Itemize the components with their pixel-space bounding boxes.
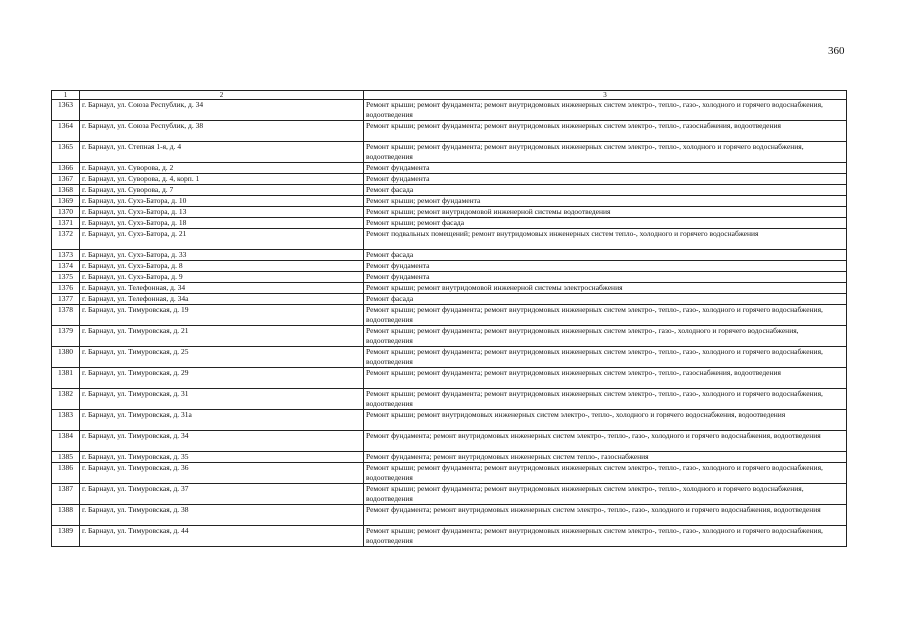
works-cell: Ремонт фундамента — [364, 174, 847, 185]
address-cell: г. Барнаул, ул. Сухэ-Батора, д. 21 — [80, 229, 364, 250]
row-number-cell: 1384 — [52, 431, 80, 452]
row-number-cell: 1368 — [52, 185, 80, 196]
page-number: 360 — [828, 45, 845, 57]
table-row — [52, 272, 847, 283]
works-cell: Ремонт крыши; ремонт внутридомовой инженерной системы водоотведения — [364, 207, 847, 218]
row-number-cell: 1376 — [52, 283, 80, 294]
works-cell: Ремонт фундамента; ремонт внутридомовых инженерных систем электро-, тепло-, газо-, холодного и горячего водоснабжения, водоотведения — [364, 431, 847, 452]
address-cell: г. Барнаул, ул. Сухэ-Батора, д. 9 — [80, 272, 364, 283]
row-number-cell: 1374 — [52, 261, 80, 272]
table-row — [52, 463, 847, 484]
table-row — [52, 452, 847, 463]
works-cell: Ремонт крыши; ремонт фундамента; ремонт внутридомовых инженерных систем электро-, тепло-, газо-, холодного и горячего водоснабжения, водоотведения — [364, 526, 847, 547]
works-cell: Ремонт крыши; ремонт внутридомовой инженерной системы электроснабжения — [364, 283, 847, 294]
row-number-cell: 1372 — [52, 229, 80, 250]
column-number: 3 — [364, 91, 847, 100]
table-row — [52, 505, 847, 526]
row-number-cell: 1383 — [52, 410, 80, 431]
table-row — [52, 347, 847, 368]
row-number-cell: 1369 — [52, 196, 80, 207]
works-cell: Ремонт фасада — [364, 185, 847, 196]
works-cell: Ремонт крыши; ремонт фундамента; ремонт внутридомовых инженерных систем электро-, тепло-, холодного и горячего водоснабжения, водоотведения — [364, 142, 847, 163]
works-cell: Ремонт крыши; ремонт фундамента — [364, 196, 847, 207]
row-number-cell: 1386 — [52, 463, 80, 484]
works-cell: Ремонт подвальных помещений; ремонт внутридомовых инженерных систем тепло-, холодного и горячего водоснабжения — [364, 229, 847, 250]
row-number-cell: 1371 — [52, 218, 80, 229]
table-row — [52, 294, 847, 305]
row-number-cell: 1382 — [52, 389, 80, 410]
row-number-cell: 1379 — [52, 326, 80, 347]
works-cell: Ремонт фасада — [364, 250, 847, 261]
address-cell: г. Барнаул, ул. Союза Республик, д. 38 — [80, 121, 364, 142]
address-cell: г. Барнаул, ул. Союза Республик, д. 34 — [80, 100, 364, 121]
table-row — [52, 142, 847, 163]
table-row — [52, 196, 847, 207]
row-number-cell: 1385 — [52, 452, 80, 463]
works-cell: Ремонт крыши; ремонт фундамента; ремонт внутридомовых инженерных систем электро-, тепло-, газо-, холодного и горячего водоснабжения, водоотведения — [364, 463, 847, 484]
row-number-cell: 1387 — [52, 484, 80, 505]
address-cell: г. Барнаул, ул. Телефонная, д. 34а — [80, 294, 364, 305]
table-row — [52, 250, 847, 261]
works-cell: Ремонт крыши; ремонт фундамента; ремонт внутридомовых инженерных систем электро-, тепло-, газоснабжения, водоотведения — [364, 368, 847, 389]
address-cell: г. Барнаул, ул. Суворова, д. 2 — [80, 163, 364, 174]
table-body — [52, 91, 847, 547]
address-cell: г. Барнаул, ул. Тимуровская, д. 38 — [80, 505, 364, 526]
column-number: 2 — [80, 91, 364, 100]
works-cell: Ремонт фундамента; ремонт внутридомовых инженерных систем электро-, тепло-, газо-, холодного и горячего водоснабжения, водоотведения — [364, 505, 847, 526]
table-row — [52, 121, 847, 142]
address-cell: г. Барнаул, ул. Телефонная, д. 34 — [80, 283, 364, 294]
address-cell: г. Барнаул, ул. Тимуровская, д. 29 — [80, 368, 364, 389]
address-cell: г. Барнаул, ул. Тимуровская, д. 31 — [80, 389, 364, 410]
table-row — [52, 484, 847, 505]
address-cell: г. Барнаул, ул. Тимуровская, д. 36 — [80, 463, 364, 484]
works-cell: Ремонт крыши; ремонт фундамента; ремонт внутридомовых инженерных систем электро-, тепло-, газо-, холодного и горячего водоснабжения, водоотведения — [364, 305, 847, 326]
table-row — [52, 526, 847, 547]
address-cell: г. Барнаул, ул. Тимуровская, д. 37 — [80, 484, 364, 505]
row-number-cell: 1377 — [52, 294, 80, 305]
column-number: 1 — [52, 91, 80, 100]
address-cell: г. Барнаул, ул. Суворова, д. 4, корп. 1 — [80, 174, 364, 185]
row-number-cell: 1389 — [52, 526, 80, 547]
works-cell: Ремонт крыши; ремонт фундамента; ремонт внутридомовых инженерных систем электро-, газо-, холодного и горячего водоснабжения, водоотведения — [364, 326, 847, 347]
address-cell: г. Барнаул, ул. Суворова, д. 7 — [80, 185, 364, 196]
table-row — [52, 185, 847, 196]
works-cell: Ремонт фундамента; ремонт внутридомовых инженерных систем тепло-, газоснабжения — [364, 452, 847, 463]
table-row — [52, 100, 847, 121]
address-cell: г. Барнаул, ул. Сухэ-Батора, д. 18 — [80, 218, 364, 229]
row-number-cell: 1370 — [52, 207, 80, 218]
row-number-cell: 1373 — [52, 250, 80, 261]
row-number-cell: 1375 — [52, 272, 80, 283]
table-row — [52, 261, 847, 272]
works-cell: Ремонт фасада — [364, 294, 847, 305]
table-row — [52, 305, 847, 326]
works-cell: Ремонт крыши; ремонт фундамента; ремонт внутридомовых инженерных систем электро-, тепло-, газо-, холодного и горячего водоснабжения, водоотведения — [364, 100, 847, 121]
works-cell: Ремонт крыши; ремонт фасада — [364, 218, 847, 229]
address-cell: г. Барнаул, ул. Степная 1-я, д. 4 — [80, 142, 364, 163]
row-number-cell: 1388 — [52, 505, 80, 526]
row-number-cell: 1364 — [52, 121, 80, 142]
address-cell: г. Барнаул, ул. Сухэ-Батора, д. 13 — [80, 207, 364, 218]
address-cell: г. Барнаул, ул. Тимуровская, д. 25 — [80, 347, 364, 368]
address-works-table — [51, 90, 847, 547]
works-cell: Ремонт крыши; ремонт фундамента; ремонт внутридомовых инженерных систем электро-, тепло-, газоснабжения, водоотведения — [364, 121, 847, 142]
row-number-cell: 1381 — [52, 368, 80, 389]
table-row — [52, 283, 847, 294]
works-cell: Ремонт фундамента — [364, 272, 847, 283]
table-row — [52, 207, 847, 218]
table-row — [52, 326, 847, 347]
table-row — [52, 174, 847, 185]
works-cell: Ремонт крыши; ремонт фундамента; ремонт внутридомовых инженерных систем электро-, тепло-, газо-, холодного и горячего водоснабжения, водоотведения — [364, 389, 847, 410]
address-cell: г. Барнаул, ул. Тимуровская, д. 31а — [80, 410, 364, 431]
works-cell: Ремонт крыши; ремонт внутридомовых инженерных систем электро-, тепло-, холодного и горячего водоснабжения, водоотведения — [364, 410, 847, 431]
row-number-cell: 1378 — [52, 305, 80, 326]
address-cell: г. Барнаул, ул. Тимуровская, д. 35 — [80, 452, 364, 463]
works-cell: Ремонт фундамента — [364, 163, 847, 174]
address-cell: г. Барнаул, ул. Тимуровская, д. 34 — [80, 431, 364, 452]
row-number-cell: 1365 — [52, 142, 80, 163]
row-number-cell: 1363 — [52, 100, 80, 121]
address-cell: г. Барнаул, ул. Тимуровская, д. 19 — [80, 305, 364, 326]
works-cell: Ремонт фундамента — [364, 261, 847, 272]
table-row — [52, 389, 847, 410]
address-cell: г. Барнаул, ул. Сухэ-Батора, д. 8 — [80, 261, 364, 272]
table-row — [52, 229, 847, 250]
table-row — [52, 163, 847, 174]
address-cell: г. Барнаул, ул. Тимуровская, д. 44 — [80, 526, 364, 547]
works-cell: Ремонт крыши; ремонт фундамента; ремонт внутридомовых инженерных систем электро-, тепло-, холодного и горячего водоснабжения, водоотведения — [364, 484, 847, 505]
row-number-cell: 1366 — [52, 163, 80, 174]
address-cell: г. Барнаул, ул. Тимуровская, д. 21 — [80, 326, 364, 347]
row-number-cell: 1367 — [52, 174, 80, 185]
works-cell: Ремонт крыши; ремонт фундамента; ремонт внутридомовых инженерных систем электро-, тепло-, газо-, холодного и горячего водоснабжения, водоотведения — [364, 347, 847, 368]
column-number-row — [52, 91, 847, 100]
address-cell: г. Барнаул, ул. Сухэ-Батора, д. 33 — [80, 250, 364, 261]
table-row — [52, 368, 847, 389]
address-cell: г. Барнаул, ул. Сухэ-Батора, д. 10 — [80, 196, 364, 207]
table-row — [52, 431, 847, 452]
table-row — [52, 218, 847, 229]
table-row — [52, 410, 847, 431]
row-number-cell: 1380 — [52, 347, 80, 368]
